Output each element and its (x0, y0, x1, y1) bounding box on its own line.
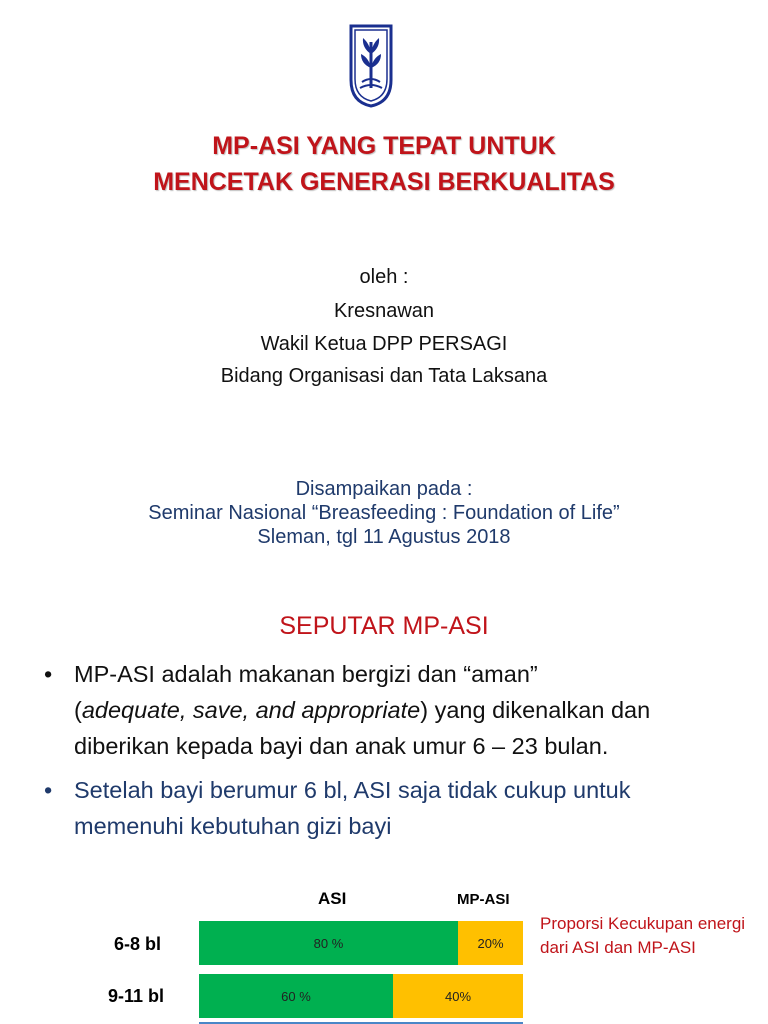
author-role: Wakil Ketua DPP PERSAGI (260, 333, 508, 355)
category-label: 9-11 bl (108, 986, 165, 1006)
section-title: SEPUTAR MP-ASI (279, 612, 489, 640)
author-name: Kresnawan (333, 300, 435, 322)
bullet-text (74, 656, 754, 764)
author-division: Bidang Organisasi dan Tata Laksana (220, 365, 548, 387)
paren-open: ( (74, 697, 82, 723)
bullet-symbol: • (44, 777, 53, 803)
bar-asi-6-8: 80 % (199, 921, 458, 965)
bullet-line-rest: ) yang dikenalkan dan (420, 697, 651, 723)
bullet-line (74, 692, 754, 728)
venue-place-date: Sleman, tgl 11 Agustus 2018 (257, 526, 511, 548)
author-by-label: oleh : (359, 266, 409, 288)
category-label: 6-8 bl (114, 934, 162, 954)
venue-intro: Disampaikan pada : (295, 478, 473, 500)
bullet-line: diberikan kepada bayi dan anak umur 6 – 23 bulan. (74, 733, 609, 759)
bullet-symbol: • (44, 661, 53, 687)
bar-asi-9-11: 60 % (199, 974, 393, 1018)
bar-mp-asi-9-11: 40% (393, 974, 523, 1018)
bullet-text (74, 772, 754, 844)
legend-mp-asi: MP-ASI (457, 891, 510, 908)
bullet-line: memenuhi kebutuhan gizi bayi (74, 813, 392, 839)
italic-phrase: adequate, save, and appropriate (81, 697, 421, 723)
presentation-title-line1: MP-ASI YANG TEPAT UNTUK (212, 132, 556, 160)
legend-asi: ASI (318, 889, 347, 908)
bar-mp-asi-6-8: 20% (458, 921, 523, 965)
venue-event: Seminar Nasional “Breasfeeding : Foundation of Life” (148, 502, 620, 524)
chart-annotation: Proporsi Kecukupan energi dari ASI dan MP-ASI (540, 914, 746, 957)
persagi-logo-icon (348, 22, 394, 108)
presentation-title-line2: MENCETAK GENERASI BERKUALITAS (153, 168, 615, 196)
bullet-line: MP-ASI adalah makanan bergizi dan “aman” (74, 661, 538, 687)
bullet-line: Setelah bayi berumur 6 bl, ASI saja tidak cukup untuk (74, 777, 631, 803)
